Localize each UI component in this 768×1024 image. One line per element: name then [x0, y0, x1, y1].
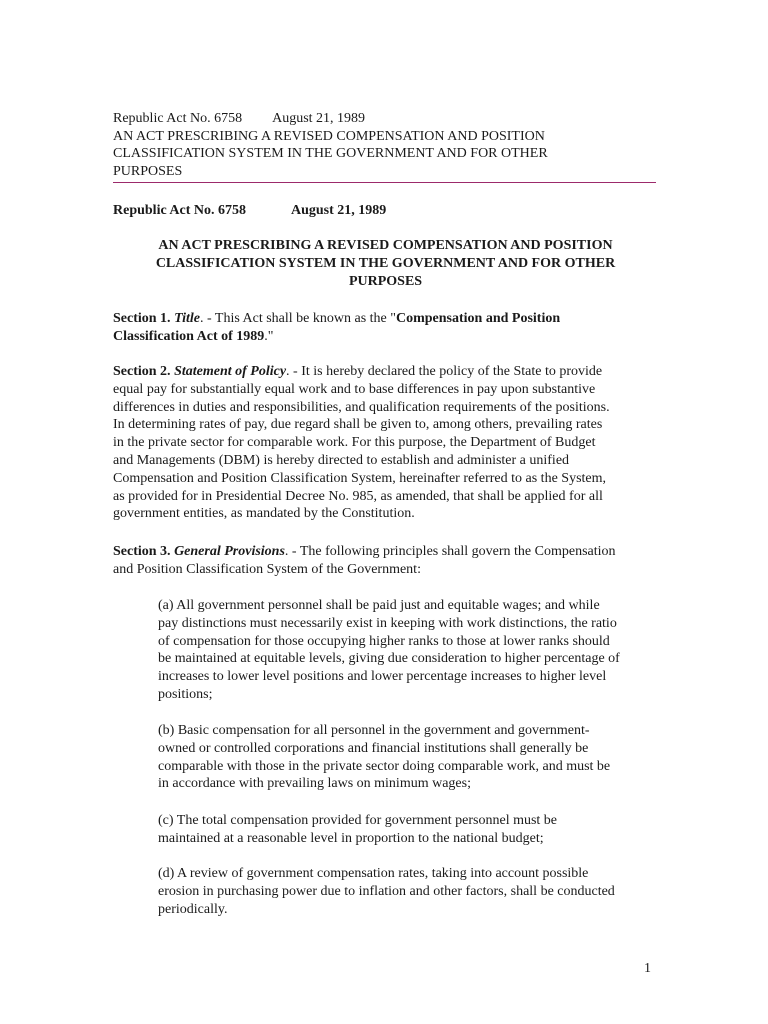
section-2-line: as provided for in Presidential Decree No. 985, as amended, that shall be applied for all	[113, 488, 603, 504]
section-1-heading: Title	[174, 311, 200, 326]
provision-line: comparable with those in the private sector doing comparable work, and must be	[158, 758, 611, 774]
provision-line: periodically.	[158, 901, 228, 917]
provision-line: (a) All government personnel shall be paid just and equitable wages; and while	[158, 598, 600, 613]
act-title-line: AN ACT PRESCRIBING A REVISED COMPENSATION AND POSITION	[158, 238, 613, 253]
section-2-label: Section 2.	[113, 364, 171, 379]
header-date: August 21, 1989	[272, 111, 366, 126]
section-2-line: in the private sector for comparable work. For this purpose, the Department of Budget	[113, 435, 596, 451]
section-2-heading: Statement of Policy	[174, 364, 287, 379]
provision-line: be maintained at equitable levels, giving due consideration to higher percentage of	[158, 651, 620, 667]
page-number: 1	[644, 961, 651, 976]
section-2-line: equal pay for substantially equal work and to base differences in pay upon substantive	[113, 381, 596, 397]
provision-line: positions;	[158, 686, 213, 702]
provision-line: of compensation for those occupying higher ranks to those at lower ranks should	[158, 633, 610, 649]
document-header	[113, 110, 658, 180]
provision-line: (c) The total compensation provided for government personnel must be	[158, 813, 558, 828]
section-2-line: differences in duties and responsibilities, and qualification requirements of the positions.	[113, 399, 610, 415]
provision-line: in accordance with prevailing laws on minimum wages;	[158, 776, 471, 792]
section-2-line: government entities, as mandated by the Constitution.	[113, 506, 415, 522]
provision-item-c	[158, 812, 658, 848]
section-3	[113, 543, 658, 579]
act-reference	[113, 202, 386, 220]
section-3-line: . - The following principles shall govern the Compensation	[284, 544, 616, 559]
section-2-line: In determining rates of pay, due regard shall be given to, among others, prevailing rates	[113, 417, 603, 433]
section-2	[113, 363, 658, 523]
act-date: August 21, 1989	[291, 203, 387, 218]
section-3-line: and Position Classification System of the Government:	[113, 561, 421, 577]
section-1-lead: . - This Act shall be known as the "	[199, 311, 396, 326]
provision-line: (b) Basic compensation for all personnel in the government and government-	[158, 723, 590, 738]
provision-item-d	[158, 865, 658, 918]
act-title	[113, 237, 658, 291]
header-title-line: CLASSIFICATION SYSTEM IN THE GOVERNMENT AND FOR OTHER	[113, 146, 548, 161]
act-title-line: CLASSIFICATION SYSTEM IN THE GOVERNMENT AND FOR OTHER	[155, 256, 616, 271]
provision-item-b	[158, 722, 658, 793]
section-1-tail: ."	[264, 328, 274, 344]
section-1-label: Section 1.	[113, 311, 171, 326]
section-2-line: and Managements (DBM) is hereby directed to establish and administer a unified	[113, 452, 570, 468]
provision-line: (d) A review of government compensation rates, taking into account possible	[158, 866, 589, 881]
section-3-heading: General Provisions	[174, 544, 285, 559]
section-1	[113, 310, 658, 346]
header-meta	[113, 110, 658, 128]
act-number: Republic Act No. 6758	[113, 203, 246, 218]
header-title-line: AN ACT PRESCRIBING A REVISED COMPENSATION AND POSITION	[113, 128, 545, 144]
provision-line: increases to lower level positions and lower percentage increases to higher level	[158, 669, 607, 685]
section-2-line: Compensation and Position Classification System, hereinafter referred to as the System,	[113, 470, 607, 486]
provision-line: erosion in purchasing power due to inflation and other factors, shall be conducted	[158, 883, 615, 899]
provision-line: maintained at a reasonable level in proportion to the national budget;	[158, 830, 544, 846]
header-title-line: PURPOSES	[113, 163, 183, 179]
provision-line: pay distinctions must necessarily exist in keeping with work distinctions, the ratio	[158, 615, 617, 631]
section-1-name-line2: Classification Act of 1989	[113, 328, 265, 344]
section-2-line: . - It is hereby declared the policy of the State to provide	[286, 364, 603, 379]
section-1-name-line1: Compensation and Position	[395, 311, 561, 326]
provision-line: owned or controlled corporations and financial institutions shall generally be	[158, 740, 589, 756]
header-act-number: Republic Act No. 6758	[113, 111, 243, 126]
provision-item-a	[158, 597, 658, 704]
act-title-line: PURPOSES	[348, 274, 423, 289]
header-divider	[113, 182, 656, 183]
section-3-label: Section 3.	[113, 544, 171, 559]
